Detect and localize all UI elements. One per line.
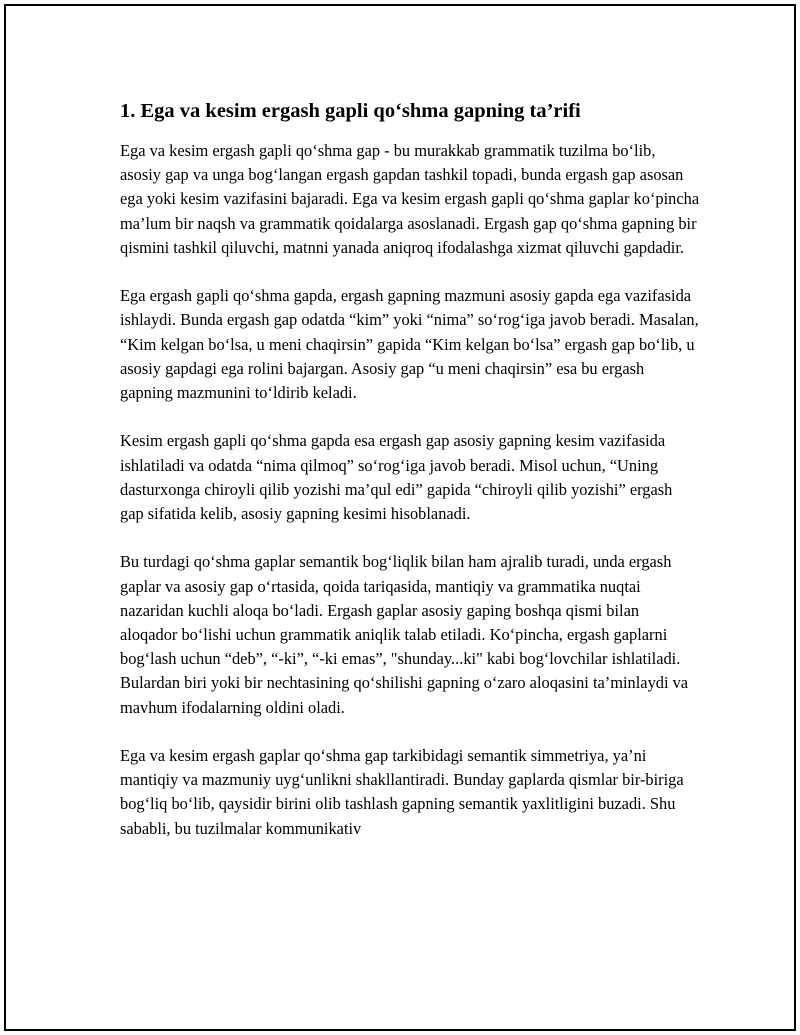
paragraph-semantic-symmetry: Ega va kesim ergash gaplar qo‘shma gap tarkibidagi semantik simmetriya, ya’ni mantiqiy va mazmuniy uyg‘unlikni shakllantiradi. Bunday gaplarda qismlar bir-biriga bog‘liq bo‘lib, qaysidir birini olib tashlash gapning semantik yaxlitligini buzadi. Shu sababli, bu tuzilmalar kommunikativ	[120, 746, 684, 838]
section-heading: 1. Ega va kesim ergash gapli qo‘shma gapning ta’rifi	[120, 100, 581, 122]
paragraph-definition: Ega va kesim ergash gapli qo‘shma gap - bu murakkab grammatik tuzilma bo‘lib, asosiy gap va unga bog‘langan ergash gapdan tashkil topadi, bunda ergash gap asosan ega yoki kesim vazifasini bajaradi. Ega va kesim ergash gapli qo‘shma gaplar ko‘pincha ma’lum bir naqsh va grammatik qoidalarga asoslanadi. Ergash gap qo‘shma gapning bir qismini tashkil qiluvchi, matnni yanada aniqroq ifodalashga xizmat qiluvchi gapdadir.	[120, 141, 700, 257]
paragraph-subject-clause: Ega ergash gapli qo‘shma gapda, ergash gapning mazmuni asosiy gapda ega vazifasida ishlaydi. Bunda ergash gap odatda “kim” yoki “nima” so‘rog‘iga javob beradi. Masalan, “Kim kelgan bo‘lsa, u meni chaqirsin” gapida “Kim kelgan bo‘lsa” ergash gap bo‘lib, u asosiy gapdagi ega rolini bajargan. Asosiy gap “u meni chaqirsin” esa bu ergash gapning mazmunini to‘ldirib keladi.	[120, 286, 699, 403]
document-body	[120, 98, 700, 865]
paragraph-predicate-clause: Kesim ergash gapli qo‘shma gapda esa ergash gap asosiy gapning kesim vazifasida ishlatiladi va odatda “nima qilmoq” so‘rog‘iga javob beradi. Misol uchun, “Uning dasturxonga chiroyli qilib yozishi ma’qul edi” gapida “chiroyli qilib yozishi” ergash gap sifatida kelib, asosiy gapning kesimi hisoblanadi.	[120, 431, 673, 524]
document-page	[4, 4, 796, 1031]
paragraph-semantic-link: Bu turdagi qo‘shma gaplar semantik bog‘liqlik bilan ham ajralib turadi, unda ergash gaplar va asosiy gap o‘rtasida, qoida tariqasida, mantiqiy va grammatika nuqtai nazaridan kuchli aloqa bo‘ladi. Ergash gaplar asosiy gaping boshqa qismi bilan aloqador bo‘lishi uchun grammatik aniqlik talab etiladi. Ko‘pincha, ergash gaplarni bog‘lash uchun “deb”, “-ki”, “-ki emas”, "shunday...ki" kabi bog‘lovchilar ishlatiladi. Bulardan biri yoki bir nechtasining qo‘shilishi gapning o‘zaro aloqasini ta’minlaydi va mavhum ifodalarning oldini oladi.	[120, 552, 689, 717]
